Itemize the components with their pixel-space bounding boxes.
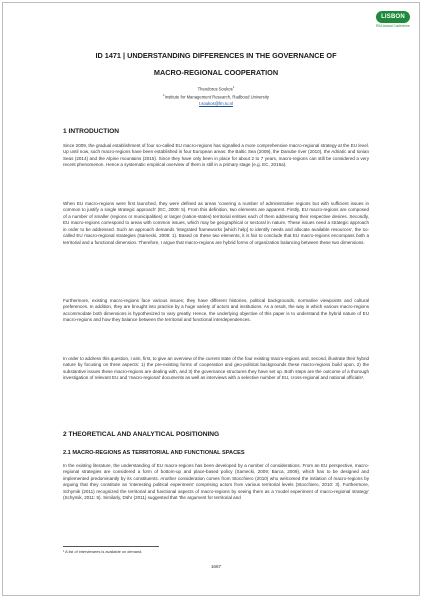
subsection-heading: 2.1 MACRO-REGIONS AS TERRITORIAL AND FUNCTIONAL SPACES xyxy=(63,450,245,456)
paragraph: In order to address this question, I aim, first, to give an overview of the current state of the four existing macro-regions and, second, illustrate their hybrid nature by focusing on three aspects: 1) the pre-existing forms of cooperation and geo-political backgrounds these macro-regions build upon, 2) the substantive issues these macro-regions are dealing with, and 3) the governance structures they have set up. Both steps are the outcome of a thorough investigation of relevant EU and 'macro-regional' documents as well as interviews with a selective number of EU, cross-regional and national officials¹. xyxy=(63,356,369,381)
paper-page xyxy=(2,2,420,596)
footnote-rule xyxy=(63,546,159,547)
page-number: 1667 xyxy=(210,564,222,569)
author-name: Theodorus Soukos$^1$ xyxy=(197,85,235,92)
paragraph: Furthermore, existing macro-regions face various issues; they have different histories, political backgrounds, normative viewpoints and cultural preferences. In addition, they are brought into practice by a huge variety of actors and institutions. As a result, the way in which various macro-regions accommodate both dimensions is hypothesized to vary greatly. Hence, the underlying objective of this paper is to understand the hybrid nature of EU macro-regions and how they balance between the territorial and functional interdependences. xyxy=(63,298,369,323)
author-block xyxy=(63,84,369,107)
paragraph: Since 2009, the gradual establishment of four so-called EU macro-regions has signalled a more comprehensive macro-regional strategy at the EU level. Up until now, such macro-regions have been established in four European areas: the Baltic Sea (2009), the Danube river (2010), the Adriatic and Ionian Seas (2014) and the Alpine mountains (2015). Since they have only been in place for about 2 to 7 years, macro-regions can still be considered a very recent phenomenon. Hence a systematic empirical overview of them is still in a primary stage (e.g. EC, 2016a). xyxy=(63,143,369,168)
paragraph: In the existing literature, the understanding of EU macro-regions has been developed by a number of considerations. From an EU perspective, macro-regional strategies are considered a form of bottom-up and place-based policy (Samecki, 2009; Barca, 2009), which has to be designed and implemented predominantly by its constituents. Another consideration comes from Stocchiero (2010) who welcomed the initiation of macro-regions by arguing that they constitute an 'interesting political experiment' comprising actors from various territorial levels (Stocchiero, 2010: 3). Furthermore, Schymik (2011) recognized the territorial and functional aspects of macro-regions by seeing them as a 'model experiment of macro-regional strategy' (Schymik, 2011: 5). Similarly, Dühr (2011) suggested that 'the argument for territorial and xyxy=(63,463,369,501)
title-line: MACRO-REGIONAL COOPERATION xyxy=(153,68,279,77)
author-email[interactable]: t.soukos@fm.ru.nl xyxy=(199,100,233,106)
paper-title xyxy=(63,51,369,78)
logo-subtitle: RSA Annual Conference xyxy=(376,24,410,28)
section-heading: 2 THEORETICAL AND ANALYTICAL POSITIONING xyxy=(63,431,220,438)
footnote: ¹ A list of interviewees is available on demand. xyxy=(63,549,143,554)
paragraph: When EU macro-regions were first launched, they were defined as areas 'covering a number of administrative regions but with sufficient issues in common to justify a single strategic approach' (EC, 2009: 5). From this definition, two elements are apparent. Firstly, EU macro-regions are composed of a number of smaller (regions or municipalities) or larger (nation-states) territorial entities each of them addressing their respective desires. Secondly, EU macro-regions correspond to areas with common issues, which may be geographical or sectoral in nature. These issues need a strategic approach in order to be addressed. Such an approach demands 'integrated frameworks [which help] to identify needs and allocate available resources', the so-called EU macro-regional strategies (Samecki, 2009: 1). Based on these two elements, it is fair to conclude that EU macro-regions encompass both a territorial and a functional dimension. Therefore, I argue that macro-regions are hybrid forms of organization balancing between these two dimensions. xyxy=(63,201,369,245)
conference-logo xyxy=(376,11,410,33)
title-line: ID 1471 | UNDERSTANDING DIFFERENCES IN THE GOVERNANCE OF xyxy=(95,51,337,60)
logo-name: LISBON xyxy=(376,11,410,23)
section-heading: 1 INTRODUCTION xyxy=(63,128,120,135)
author-affiliation: $^1$Institute for Management Research, Radboud University xyxy=(163,93,269,100)
